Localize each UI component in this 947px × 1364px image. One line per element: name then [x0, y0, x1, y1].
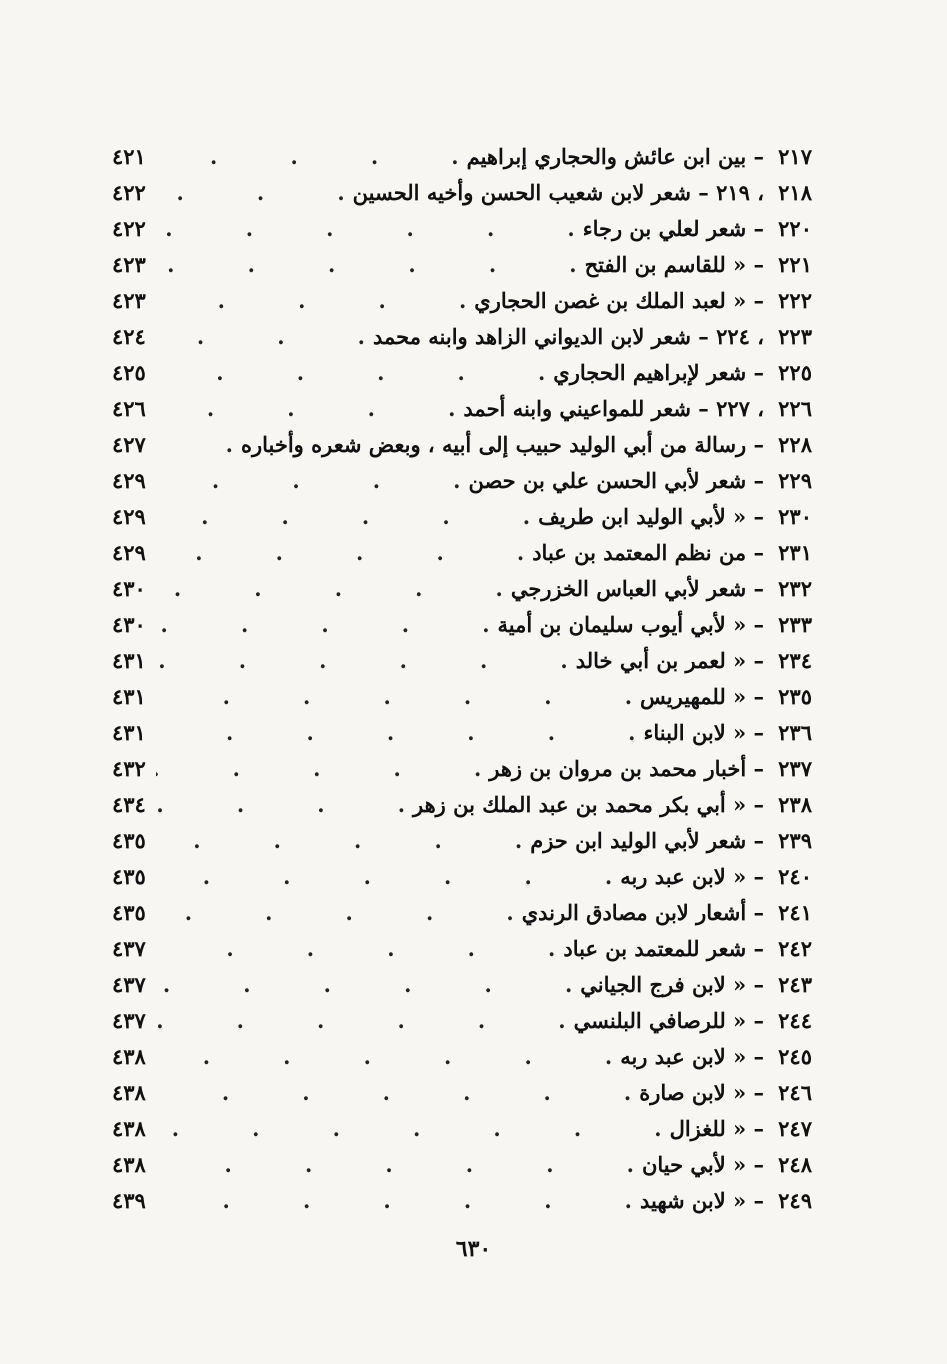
entry-title: – من نظم المعتمد بن عباد	[532, 539, 764, 565]
leader-dots	[156, 252, 585, 277]
page-number: ٦٣٠	[455, 1236, 492, 1262]
entry-number: ٢٢٣	[778, 323, 812, 349]
entry-number: ٢٣٤	[778, 647, 812, 673]
page-reference: ٤٣٥	[112, 899, 146, 925]
page-reference: ٤٢٩	[112, 503, 146, 529]
toc-entry	[112, 210, 812, 246]
toc-entry	[112, 894, 812, 930]
entry-title: – شعر لعلي بن رجاء	[582, 215, 764, 241]
entry-title: – « لعبد الملك بن غصن الحجاري	[474, 287, 764, 313]
leader-dots	[156, 1152, 642, 1177]
page-reference: ٤٣٨	[112, 1151, 146, 1177]
leader-dots	[156, 684, 640, 709]
entry-number: ٢٣٧	[778, 755, 812, 781]
leader-dots	[156, 1008, 574, 1033]
entry-title: – بين ابن عائش والحجاري إبراهيم	[466, 143, 764, 169]
toc-entry	[112, 426, 812, 462]
toc-entry	[112, 246, 812, 282]
entry-title: ، ٢٢٧ – شعر للمواعيني وابنه أحمد	[463, 395, 764, 421]
entry-title: – « للمهيريس	[640, 683, 764, 709]
page-reference: ٤٣١	[112, 647, 146, 673]
entry-title: – شعر لأبي الوليد ابن حزم	[530, 827, 764, 853]
leader-dots	[156, 180, 353, 205]
entry-number: ٢٤٣	[778, 971, 812, 997]
toc-entry	[112, 1002, 812, 1038]
page-reference: ٤٢٧	[112, 431, 146, 457]
page-reference: ٤٣٨	[112, 1079, 146, 1105]
entry-title: – شعر للمعتمد بن عباد	[563, 935, 764, 961]
page-reference: ٤٣٥	[112, 827, 146, 853]
toc-entry	[112, 606, 812, 642]
entry-title: – « لأبي أيوب سليمان بن أمية	[497, 611, 764, 637]
entry-number: ٢٣٣	[778, 611, 812, 637]
leader-dots	[156, 720, 643, 745]
toc-entry	[112, 1182, 812, 1218]
toc-entry	[112, 678, 812, 714]
entry-number: ٢٤١	[778, 899, 812, 925]
entry-title: – شعر لأبي الحسن علي بن حصن	[468, 467, 764, 493]
page-reference: ٤٣٩	[112, 1187, 146, 1213]
page-reference: ٤٢٢	[112, 215, 146, 241]
page-reference: ٤٣٠	[112, 611, 146, 637]
toc-entry	[112, 822, 812, 858]
entry-number: ٢٣٥	[778, 683, 812, 709]
toc-entry	[112, 714, 812, 750]
entry-number: ٢٢٦	[778, 395, 812, 421]
page-reference: ٤٣٨	[112, 1043, 146, 1069]
page-reference: ٤٢٤	[112, 323, 146, 349]
entry-title: – « لابن شهيد	[639, 1187, 764, 1213]
leader-dots	[156, 612, 498, 637]
toc-entry	[112, 642, 812, 678]
leader-dots	[156, 432, 241, 457]
entry-title: – « لابن عبد ربه	[620, 1043, 764, 1069]
toc-entry	[112, 858, 812, 894]
page-reference: ٤٣٥	[112, 863, 146, 889]
entry-number: ٢٣٦	[778, 719, 812, 745]
entry-number: ٢٤٤	[778, 1007, 812, 1033]
leader-dots	[156, 144, 467, 169]
entry-number: ٢٤٨	[778, 1151, 812, 1177]
entry-title: – « لابن صارة	[639, 1079, 764, 1105]
entry-number: ٢٢٨	[778, 431, 812, 457]
toc-entry	[112, 1110, 812, 1146]
entry-number: ٢١٧	[778, 143, 812, 169]
toc-entry	[112, 138, 812, 174]
entry-title: ، ٢١٩ – شعر لابن شعيب الحسن وأخيه الحسين	[352, 179, 764, 205]
page-reference: ٤٢٣	[112, 287, 146, 313]
entry-number: ٢٢١	[778, 251, 812, 277]
toc-entry	[112, 750, 812, 786]
page-reference: ٤٢٦	[112, 395, 146, 421]
page-reference: ٤٢٩	[112, 467, 146, 493]
leader-dots	[156, 288, 474, 313]
toc-entry	[112, 786, 812, 822]
entry-number: ٢٢٢	[778, 287, 812, 313]
page-reference: ٤٣٧	[112, 1007, 146, 1033]
toc-entry	[112, 174, 812, 210]
leader-dots	[156, 972, 580, 997]
entry-title: – أشعار لابن مصادق الرندي	[521, 899, 764, 925]
page-reference: ٤٣٤	[112, 791, 146, 817]
leader-dots	[156, 324, 373, 349]
page-reference: ٤٣٧	[112, 935, 146, 961]
toc-entry	[112, 1146, 812, 1182]
leader-dots	[156, 468, 468, 493]
toc-entry	[112, 354, 812, 390]
table-of-contents	[112, 138, 812, 1218]
leader-dots	[156, 1044, 620, 1069]
leader-dots	[156, 648, 576, 673]
entry-number: ٢١٨	[778, 179, 812, 205]
page-reference: ٤٣٧	[112, 971, 146, 997]
leader-dots	[156, 396, 463, 421]
page-reference: ٤٢٥	[112, 359, 146, 385]
toc-entry	[112, 462, 812, 498]
entry-number: ٢٣٨	[778, 791, 812, 817]
entry-number: ٢٤٠	[778, 863, 812, 889]
page-reference: ٤٢٣	[112, 251, 146, 277]
leader-dots	[156, 900, 522, 925]
entry-number: ٢٤٢	[778, 935, 812, 961]
entry-title: – شعر لأبي العباس الخزرجي	[510, 575, 764, 601]
entry-number: ٢٣١	[778, 539, 812, 565]
leader-dots	[156, 576, 511, 601]
leader-dots	[156, 540, 532, 565]
leader-dots	[156, 216, 583, 241]
page-reference: ٤٢٢	[112, 179, 146, 205]
toc-entry	[112, 1074, 812, 1110]
leader-dots	[156, 1188, 640, 1213]
entry-title: – « لعمر بن أبي خالد	[575, 647, 764, 673]
leader-dots	[156, 360, 553, 385]
entry-number: ٢٢٠	[778, 215, 812, 241]
leader-dots	[156, 828, 530, 853]
entry-number: ٢٣٢	[778, 575, 812, 601]
entry-title: – شعر لإبراهيم الحجاري	[553, 359, 764, 385]
entry-title: – « للغزال	[669, 1115, 764, 1141]
entry-number: ٢٣٩	[778, 827, 812, 853]
toc-entry	[112, 1038, 812, 1074]
toc-entry	[112, 282, 812, 318]
toc-entry	[112, 966, 812, 1002]
entry-title: – « لأبي الوليد ابن طريف	[538, 503, 764, 529]
toc-entry	[112, 498, 812, 534]
entry-number: ٢٤٩	[778, 1187, 812, 1213]
entry-title: – رسالة من أبي الوليد حبيب إلى أبيه ، وبعض شعره وأخباره	[240, 431, 764, 457]
entry-number: ٢٤٧	[778, 1115, 812, 1141]
entry-title: – « لابن فرج الجياني	[580, 971, 764, 997]
entry-title: – « للرصافي البلنسي	[573, 1007, 764, 1033]
leader-dots	[156, 936, 563, 961]
leader-dots	[156, 792, 413, 817]
entry-number: ٢٣٠	[778, 503, 812, 529]
toc-entry	[112, 318, 812, 354]
entry-title: – أخبار محمد بن مروان بن زهر	[489, 755, 764, 781]
page-reference: ٤٣٢	[112, 755, 146, 781]
page-reference: ٤٢٩	[112, 539, 146, 565]
entry-number: ٢٢٩	[778, 467, 812, 493]
leader-dots	[156, 1116, 670, 1141]
leader-dots	[156, 756, 489, 781]
leader-dots	[156, 864, 620, 889]
entry-title: – « لابن عبد ربه	[620, 863, 764, 889]
toc-entry	[112, 570, 812, 606]
entry-title: – « للقاسم بن الفتح	[584, 251, 764, 277]
entry-title: ، ٢٢٤ – شعر لابن الديواني الزاهد وابنه محمد	[372, 323, 764, 349]
entry-number: ٢٤٥	[778, 1043, 812, 1069]
entry-title: – « لابن البناء	[643, 719, 764, 745]
page-reference: ٤٣٨	[112, 1115, 146, 1141]
entry-title: – « أبي بكر محمد بن عبد الملك بن زهر	[413, 791, 764, 817]
page-reference: ٤٣٠	[112, 575, 146, 601]
page-reference: ٤٢١	[112, 143, 146, 169]
toc-entry	[112, 390, 812, 426]
leader-dots	[156, 1080, 639, 1105]
page-reference: ٤٣١	[112, 683, 146, 709]
entry-number: ٢٤٦	[778, 1079, 812, 1105]
toc-entry	[112, 534, 812, 570]
leader-dots	[156, 504, 538, 529]
page-reference: ٤٣١	[112, 719, 146, 745]
entry-title: – « لأبي حيان	[641, 1151, 764, 1177]
entry-number: ٢٢٥	[778, 359, 812, 385]
toc-entry	[112, 930, 812, 966]
